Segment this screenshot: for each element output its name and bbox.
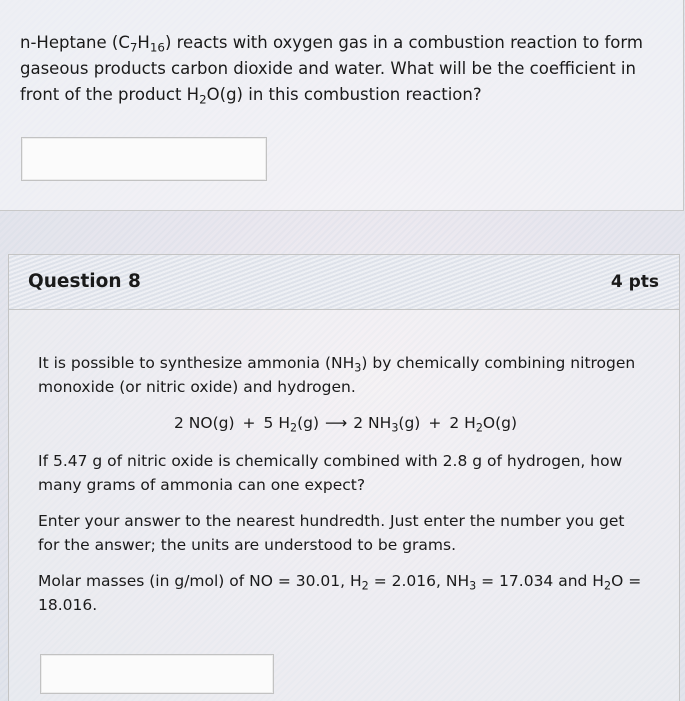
question-8-panel — [8, 254, 680, 701]
molar-text: = 17.034 and H — [476, 572, 604, 590]
eq-term: (g) — [398, 414, 421, 432]
question-body — [38, 351, 648, 629]
eq-term: O(g) — [482, 414, 518, 432]
question-8-answer-input[interactable] — [40, 654, 274, 694]
eq-term: 2 NO(g) — [174, 414, 235, 432]
subscript: 2 — [603, 579, 612, 593]
eq-term: 2 H — [449, 414, 476, 432]
prompt-text: ) reacts with oxygen gas in a combustion reaction to form gaseous products carbon dioxide and water. What will be the coefficient in front of the product H — [20, 33, 643, 104]
reaction-arrow-icon: ⟶ — [325, 414, 348, 432]
molar-text: O = 18.016. — [38, 572, 642, 614]
eq-term: (g) — [297, 414, 320, 432]
prompt-text: O(g) in this combustion reaction? — [206, 85, 482, 104]
question-prompt: If 5.47 g of nitric oxide is chemically combined with 2.8 g of hydrogen, how many grams of ammonia can one expect? — [38, 452, 623, 494]
eq-plus: + — [242, 414, 256, 432]
previous-question-text — [20, 30, 670, 108]
subscript: 2 — [289, 421, 298, 435]
subscript: 3 — [354, 361, 362, 375]
molar-masses — [38, 569, 648, 617]
question-instructions: Enter your answer to the nearest hundredth. Just enter the number you get for the answer; the units are understood to be grams. — [38, 512, 625, 554]
subscript: 2 — [361, 579, 369, 593]
molar-text: Molar masses (in g/mol) of NO = 30.01, H — [38, 572, 362, 590]
previous-question-panel — [0, 0, 684, 211]
intro-text: It is possible to synthesize ammonia (NH — [38, 354, 355, 372]
question-points: 4 pts — [610, 272, 659, 292]
subscript: 3 — [391, 421, 399, 435]
question-header — [9, 255, 679, 310]
subscript: 2 — [475, 421, 483, 435]
question-title: Question 8 — [28, 271, 141, 292]
subscript: 2 — [199, 92, 207, 107]
subscript: 16 — [149, 40, 165, 55]
subscript: 3 — [469, 579, 477, 593]
eq-plus: + — [428, 414, 442, 432]
eq-term: 5 H — [263, 414, 290, 432]
prompt-text: n-Heptane (C — [20, 33, 130, 52]
subscript: 7 — [129, 40, 138, 55]
molar-text: = 2.016, NH — [368, 572, 470, 590]
previous-answer-input[interactable] — [21, 137, 267, 181]
eq-term: 2 NH — [353, 414, 392, 432]
intro-text: ) by chemically combining nitrogen monoxide (or nitric oxide) and hydrogen. — [38, 354, 636, 396]
prompt-text: H — [137, 33, 150, 52]
chemical-equation — [38, 411, 648, 435]
question-intro — [38, 351, 648, 399]
